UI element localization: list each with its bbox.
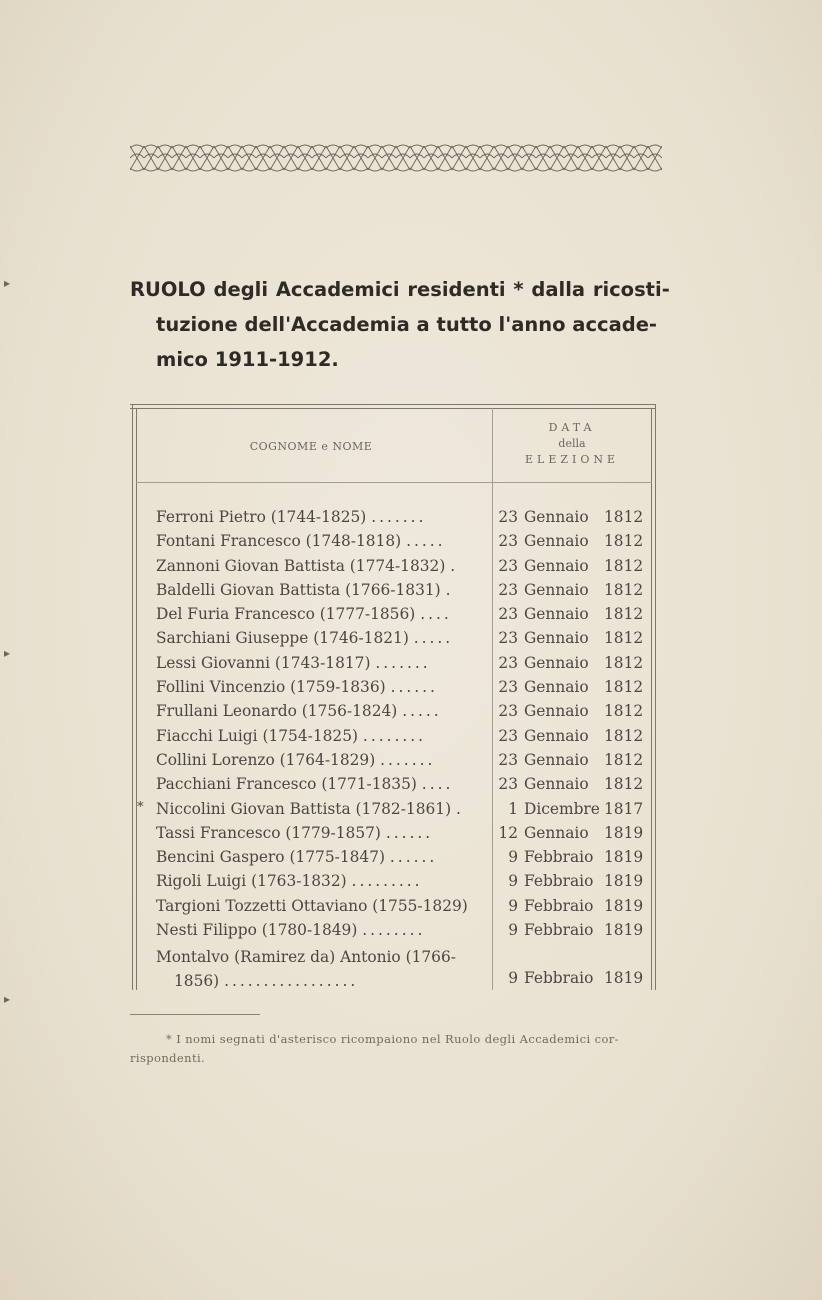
leader-dots: ....... (371, 508, 427, 526)
election-year: 1819 (604, 921, 644, 940)
table-row (130, 897, 656, 921)
member-name: Fiacchi Luigi (1754-1825) (156, 726, 359, 745)
table-row (130, 702, 656, 726)
election-month: Gennaio (524, 726, 589, 745)
election-year: 1812 (604, 750, 644, 769)
margin-mark: ▸ (4, 276, 11, 290)
election-month: Gennaio (524, 508, 589, 526)
leader-dots: ...... (385, 823, 434, 842)
table-top-rule (130, 408, 656, 409)
date-header-line: della (558, 437, 586, 450)
table-row (130, 775, 656, 799)
title-line: tuzione dell'Accademia a tutto l'anno accade- (156, 313, 658, 336)
election-month: Febbraio (524, 921, 594, 940)
leader-dots: ..... (402, 702, 442, 721)
election-day: 23 (498, 508, 518, 526)
title-line: RUOLO degli Accademici residenti * dalla ricosti- (130, 278, 670, 301)
date-column-header (492, 420, 652, 468)
member-name-cell (156, 872, 488, 890)
member-name-cell (156, 557, 488, 575)
name-column-header: COGNOME e NOME (249, 440, 373, 453)
decorative-border-ornament (130, 140, 662, 176)
leader-dots: . (456, 799, 464, 818)
member-name: 1856) (174, 972, 220, 991)
leader-dots: . (445, 580, 454, 599)
election-month: Febbraio (524, 872, 594, 891)
member-name: Frullani Leonardo (1756-1824) (156, 702, 398, 721)
election-month: Gennaio (524, 556, 589, 575)
member-name: Pacchiani Francesco (1771-1835) (156, 775, 417, 794)
table-row (130, 921, 656, 945)
election-year: 1817 (604, 799, 644, 818)
election-month: Gennaio (524, 750, 589, 769)
leader-dots: ...... (389, 848, 438, 867)
member-name-cell (156, 532, 488, 550)
member-name: Montalvo (Ramirez da) Antonio (1766- (156, 948, 456, 967)
member-name-cell (156, 605, 488, 623)
election-day: 23 (498, 580, 518, 599)
election-month: Gennaio (524, 605, 589, 624)
election-month: Febbraio (524, 896, 594, 915)
election-day: 23 (498, 629, 518, 648)
election-day: 23 (498, 556, 518, 575)
election-year: 1819 (604, 848, 644, 867)
leader-dots: . (450, 556, 459, 575)
election-year: 1812 (604, 532, 644, 551)
member-name-continuation (156, 969, 488, 993)
election-month: Gennaio (524, 702, 589, 721)
table-row (130, 532, 656, 556)
leader-dots: ..... (413, 629, 454, 648)
election-day: 1 (508, 799, 518, 818)
leader-dots: .... (421, 775, 454, 794)
table-row (130, 824, 656, 848)
election-month: Gennaio (524, 580, 589, 599)
leader-dots: .... (420, 605, 452, 624)
leader-dots: ................. (224, 972, 359, 991)
election-year: 1812 (604, 556, 644, 575)
member-name: Follini Vincenzio (1759-1836) (156, 678, 386, 697)
member-name-cell (156, 824, 488, 842)
election-day: 9 (508, 896, 518, 915)
footnote-line: rispondenti. (130, 1051, 206, 1065)
election-year: 1819 (604, 896, 644, 915)
election-day: 23 (498, 726, 518, 745)
election-year: 1812 (604, 508, 644, 526)
table-row (130, 629, 656, 653)
election-month: Gennaio (524, 653, 589, 672)
leader-dots: ...... (390, 678, 438, 697)
margin-mark: ▸ (4, 992, 11, 1006)
leader-dots: ........ (362, 921, 426, 940)
election-month: Gennaio (524, 678, 589, 697)
election-day: 23 (498, 750, 518, 769)
member-name-cell (156, 800, 488, 818)
member-name: Niccolini Giovan Battista (1782-1861) (156, 799, 452, 818)
date-header-line: ELEZIONE (524, 453, 620, 466)
election-day: 23 (498, 653, 518, 672)
member-name-cell (156, 775, 488, 793)
election-year: 1812 (604, 702, 644, 721)
table-row (130, 727, 656, 751)
election-month: Febbraio (524, 969, 594, 988)
member-name-cell (156, 702, 488, 720)
member-name: Lessi Giovanni (1743-1817) (156, 653, 371, 672)
election-year: 1812 (604, 605, 644, 624)
ornament-pattern (130, 145, 662, 171)
leader-dots: ..... (406, 532, 446, 551)
table-row (130, 654, 656, 678)
election-month: Gennaio (524, 823, 589, 842)
leader-dots: ......... (351, 872, 423, 891)
election-day: 23 (498, 532, 518, 551)
election-day: 23 (498, 605, 518, 624)
election-day: 9 (508, 872, 518, 891)
member-name: Ferroni Pietro (1744-1825) (156, 508, 367, 526)
table-row (130, 508, 656, 532)
leader-dots: ....... (380, 750, 436, 769)
table-row (130, 751, 656, 775)
election-year: 1812 (604, 580, 644, 599)
election-year: 1819 (604, 872, 644, 891)
election-year: 1819 (604, 823, 644, 842)
election-month: Gennaio (524, 629, 589, 648)
member-name-cell (156, 629, 488, 647)
margin-mark: ▸ (4, 646, 11, 660)
date-header-line: DATA (548, 421, 596, 434)
leader-dots: ....... (375, 653, 431, 672)
election-year: 1819 (604, 969, 644, 988)
member-name-cell (156, 751, 488, 769)
table-row (130, 945, 656, 993)
election-day: 9 (508, 848, 518, 867)
footnote-rule (130, 1014, 260, 1015)
table-row (130, 581, 656, 605)
member-name-cell (156, 654, 488, 672)
election-day: 23 (498, 678, 518, 697)
member-name: Zannoni Giovan Battista (1774-1832) (156, 556, 446, 575)
member-name: Targioni Tozzetti Ottaviano (1755-1829) (156, 896, 468, 915)
election-year: 1812 (604, 678, 644, 697)
table-top-rule (130, 404, 656, 405)
member-name: Tassi Francesco (1779-1857) (156, 823, 381, 842)
member-name-cell (156, 508, 488, 526)
member-name-cell (156, 945, 488, 993)
member-name-cell (156, 678, 488, 696)
election-day: 9 (508, 969, 518, 988)
member-name: Bencini Gaspero (1775-1847) (156, 848, 385, 867)
election-month: Gennaio (524, 775, 589, 794)
title-line: mico 1911-1912. (156, 348, 339, 371)
election-year: 1812 (604, 775, 644, 794)
election-day: 23 (498, 775, 518, 794)
header-rule (136, 482, 652, 483)
table-row (130, 872, 656, 896)
member-name-cell (156, 897, 488, 915)
member-name-cell (156, 848, 488, 866)
members-table (130, 404, 656, 990)
table-body (130, 508, 656, 993)
election-day: 23 (498, 702, 518, 721)
member-name: Collini Lorenzo (1764-1829) (156, 750, 376, 769)
table-row (130, 800, 656, 824)
election-day: 12 (498, 823, 518, 842)
member-name: Rigoli Luigi (1763-1832) (156, 872, 347, 891)
member-name-cell (156, 921, 488, 939)
table-row (130, 848, 656, 872)
footnote (130, 1030, 660, 1068)
asterisk-marker: * (137, 799, 144, 815)
election-month: Dicembre (524, 799, 600, 818)
election-year: 1812 (604, 653, 644, 672)
election-year: 1812 (604, 726, 644, 745)
member-name: Del Furia Francesco (1777-1856) (156, 605, 416, 624)
table-row (130, 605, 656, 629)
member-name-cell (156, 727, 488, 745)
member-name: Fontani Francesco (1748-1818) (156, 532, 402, 551)
footnote-line: * I nomi segnati d'asterisco ricompaiono nel Ruolo degli Accademici cor- (166, 1032, 619, 1046)
member-name: Nesti Filippo (1780-1849) (156, 921, 358, 940)
leader-dots: ........ (362, 726, 427, 745)
election-year: 1812 (604, 629, 644, 648)
election-day: 9 (508, 921, 518, 940)
page-title (130, 272, 670, 377)
table-row (130, 678, 656, 702)
member-name: Baldelli Giovan Battista (1766-1831) (156, 580, 441, 599)
table-row (130, 557, 656, 581)
member-name: Sarchiani Giuseppe (1746-1821) (156, 629, 409, 648)
election-month: Gennaio (524, 532, 589, 551)
member-name-cell (156, 581, 488, 599)
election-month: Febbraio (524, 848, 594, 867)
